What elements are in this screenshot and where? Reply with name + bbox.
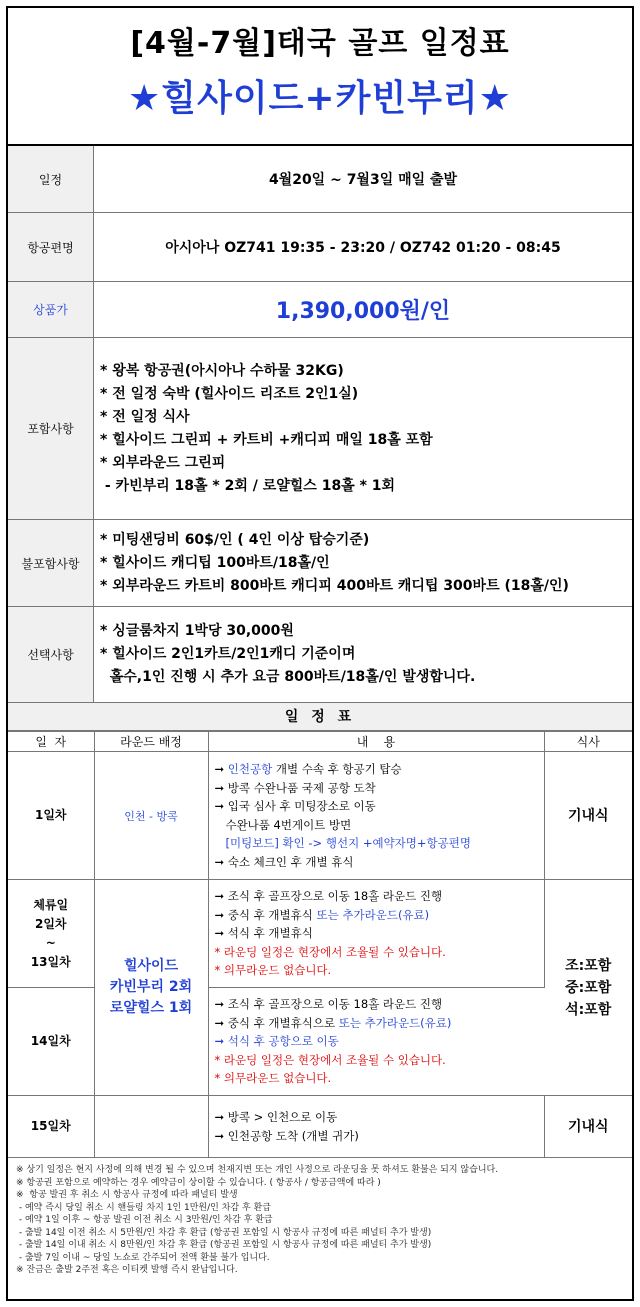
meal-cell: 기내식: [544, 752, 632, 880]
note-line: - 예약 1일 이후 ~ 항공 발권 이전 취소 시 3만원/인 차감 후 환급: [16, 1215, 273, 1225]
activity-item: ➞ 숙소 체크인 후 개별 휴식: [214, 854, 354, 869]
round-cell: [94, 1096, 208, 1158]
list-item: * 전 일정 식사: [100, 408, 190, 425]
page-title: [4월-7월]태국 골프 일정표: [130, 26, 510, 61]
list-item: * 미팅샌딩비 60$/인 ( 4인 이상 탑승기준): [100, 531, 370, 548]
meal-cell: 기내식: [544, 1096, 632, 1158]
included-label: 포함사항: [8, 338, 94, 519]
col-meal: 식사: [544, 732, 632, 752]
col-round: 라운드 배정: [94, 732, 208, 752]
list-item: * 힐사이드 캐디팁 100바트/18홀/인: [100, 554, 330, 571]
flight-value: 아시아나 OZ741 19:35 - 23:20 / OZ742 01:20 - 08:45: [165, 240, 561, 256]
activity-item: ➞ 인천공항 개별 수속 후 항공기 탑승: [214, 762, 402, 776]
price-row: [8, 282, 632, 338]
note-line: - 예약 즉시 당일 취소 시 핸들링 차지 1인 1만원/인 차감 후 환급: [16, 1202, 271, 1213]
price-label: 상품가: [8, 282, 94, 337]
day-cell: 15일차: [8, 1096, 94, 1158]
table-row: [8, 1096, 632, 1158]
flight-label: 항공편명: [8, 213, 94, 281]
notes-section: [8, 1158, 632, 1283]
list-item: * 전 일정 숙박 (힐사이드 리조트 2인1실): [100, 385, 359, 402]
note-line: ※ 상기 일정은 현지 사정에 의해 변경 될 수 있으며 천재지변 또는 개인 사정으로 라운딩을 못 하셔도 환불은 되지 않습니다.: [16, 1165, 499, 1175]
list-item: * 힐사이드 그린피 + 카트비 +캐디피 매일 18홀 포함: [100, 431, 433, 448]
activity-item: ➞ 석식 후 개별휴식: [214, 926, 313, 941]
optional-row: [8, 607, 632, 703]
col-day: 일 자: [8, 732, 94, 752]
activity-item: [미팅보드] 확인 -> 행선지 +예약자명+항공편명: [225, 836, 471, 850]
note-line: ※ 항공 발권 후 취소 시 항공사 규정에 따라 패널티 발생: [16, 1190, 238, 1200]
activity-item: * 라운딩 일정은 현장에서 조율될 수 있습니다.: [214, 944, 446, 959]
note-line: - 출발 14일 이전 취소 시 5만원/인 차감 후 환급 (항공권 포함일 시 항공사 규정에 따른 패널티 추가 발생): [16, 1227, 432, 1238]
round-cell: 힐사이드 카빈부리 2회 로얄힐스 1회: [94, 880, 208, 1096]
activity-item: ➞ 입국 심사 후 미팅장소로 이동: [214, 799, 376, 813]
optional-label: 선택사항: [8, 607, 94, 702]
note-line: - 출발 7일 이내 ~ 당일 노쇼로 간주되어 전액 환불 불가 입니다.: [16, 1252, 270, 1263]
table-row: [8, 752, 632, 880]
excluded-label: 불포함사항: [8, 520, 94, 606]
list-item: * 왕복 항공권(아시아나 수하물 32KG): [100, 362, 344, 379]
activity-item: ➞ 인천공항 도착 (개별 귀가): [214, 1128, 359, 1143]
list-item: * 외부라운드 그린피: [100, 454, 226, 471]
included-list: [94, 338, 632, 519]
day-cell: 체류일 2일차 ~ 13일차: [8, 880, 94, 988]
list-item: * 힐사이드 2인1카트/2인1캐디 기준이며: [100, 646, 356, 662]
content-cell: [208, 1096, 544, 1158]
activity-item: ➞ 방콕 수완나품 국제 공항 도착: [214, 780, 376, 795]
price-value: 1,390,000원/인: [275, 299, 451, 324]
round-cell: 인천 - 방콕: [94, 752, 208, 880]
day-cell: 14일차: [8, 988, 94, 1096]
list-item: 홀수,1인 진행 시 추가 요금 800바트/18홀/인 발생합니다.: [100, 669, 476, 685]
page-subtitle: ★힐사이드+카빈부리★: [128, 78, 512, 119]
schedule-label: 일정: [8, 146, 94, 212]
activity-item: ➞ 중식 후 개별휴식으로 또는 추가라운드(유료): [214, 1015, 452, 1030]
col-content: 내 용: [208, 732, 544, 752]
excluded-list: [94, 520, 632, 606]
header: [8, 8, 632, 146]
schedule-table-title: 일 정 표: [8, 703, 632, 731]
note-line: ※ 항공권 포함으로 예약하는 경우 예약금이 상이할 수 있습니다. ( 항공사 / 항공금액에 따라 ): [16, 1177, 381, 1188]
activity-item: * 라운딩 일정은 현장에서 조율될 수 있습니다.: [214, 1052, 446, 1067]
flight-row: [8, 213, 632, 282]
schedule-value: 4월20일 ~ 7월3일 매일 출발: [268, 172, 458, 188]
content-cell: [208, 880, 544, 988]
optional-list: [94, 607, 632, 702]
schedule-table: [8, 731, 632, 1158]
day-cell: 1일차: [8, 752, 94, 880]
note-line: - 출발 14일 이내 취소 시 8만원/인 차감 후 환급 (항공권 포함일 시 항공사 규정에 따른 패널티 추가 발생): [16, 1240, 432, 1250]
meal-cell: 조:포함 중:포함 석:포함: [544, 880, 632, 1096]
activity-item: ➞ 석식 후 공항으로 이동: [214, 1034, 339, 1049]
activity-item: ➞ 중식 후 개별휴식 또는 추가라운드(유료): [214, 907, 430, 922]
included-row: [8, 338, 632, 520]
list-item: * 싱글룸차지 1박당 30,000원: [100, 623, 294, 639]
list-item: - 카빈부리 18홀 * 2회 / 로얄힐스 18홀 * 1회: [100, 477, 396, 494]
itinerary-sheet: [6, 6, 634, 1301]
table-header-row: [8, 732, 632, 752]
activity-item: * 의무라운드 없습니다.: [214, 1071, 332, 1086]
excluded-row: [8, 520, 632, 607]
table-row: [8, 880, 632, 988]
content-cell: [208, 752, 544, 880]
activity-item: * 의무라운드 없습니다.: [214, 963, 332, 978]
content-cell: [208, 988, 544, 1096]
activity-item: 수완나품 4번게이트 방면: [225, 817, 352, 832]
list-item: * 외부라운드 카트비 800바트 캐디피 400바트 캐디팁 300바트 (18홀/인): [100, 577, 569, 594]
note-line: ※ 잔금은 출발 2주전 혹은 이티켓 발행 즉시 완납입니다.: [16, 1265, 238, 1275]
schedule-row: [8, 146, 632, 213]
activity-item: ➞ 방콕 > 인천으로 이동: [214, 1110, 338, 1124]
activity-item: ➞ 조식 후 골프장으로 이동 18홀 라운드 진행: [214, 889, 443, 904]
activity-item: ➞ 조식 후 골프장으로 이동 18홀 라운드 진행: [214, 997, 443, 1012]
